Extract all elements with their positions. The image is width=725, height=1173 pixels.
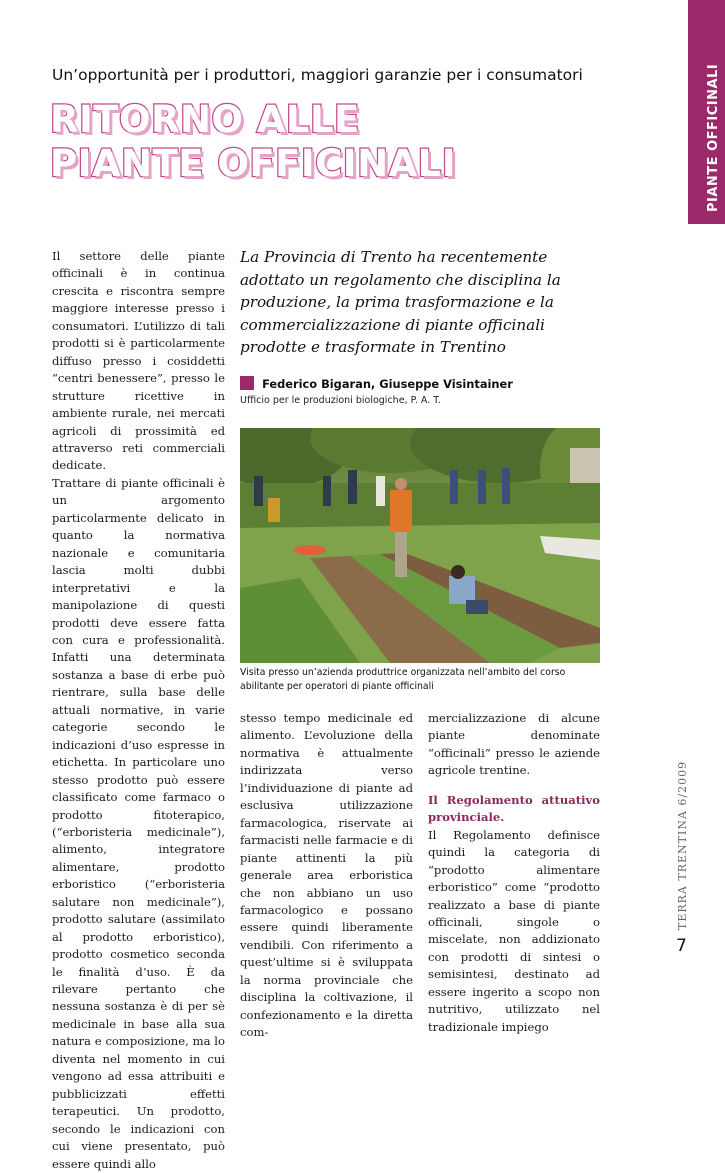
byline-authors: Federico Bigaran, Giuseppe Visintainer xyxy=(262,377,513,391)
body-paragraph: stesso tempo medicinale ed alimento. L’evoluzione della normativa è attualmente indirizzata verso l’individuazione di piante ad esclusiva utilizzazione farmacologica, riservate ai farmacisti nelle farmacie e di piante attinenti la più generale area erboristica che non abbiano un uso farmacologico e possano essere quindi liberamente vendibili. Con riferimento a quest’ultime si è sviluppata la norma provinciale che disciplina la coltivazione, il confezionamento e la diretta com- xyxy=(240,711,413,1040)
body-column-right xyxy=(428,710,600,1036)
article-title-line-2: PIANTE OFFICINALI xyxy=(50,142,457,185)
section-subheading: Il Regolamento attuativo provinciale. xyxy=(428,792,600,825)
section-tab-label-wrap xyxy=(688,0,725,224)
body-paragraph: Il settore delle piante officinali è in continua crescita e riscontra sempre maggiore interesse presso i consumatori. L’utilizzo di tali prodotti si è particolarmente diffuso presso i cosiddetti “centri benessere”, presso le strutture ricettive in ambiente rurale, nei mercati agricoli di prossimità ed attraverso reti commerciali dedicate. xyxy=(52,249,225,473)
body-column-left xyxy=(52,248,225,1173)
body-paragraph: mercializzazione di alcune piante denominate “officinali” presso le aziende agricole trentine. xyxy=(428,711,600,778)
page-number: 7 xyxy=(676,936,687,956)
article-photo xyxy=(240,428,600,663)
body-paragraph: Il Regolamento definisce quindi la categoria di “prodotto alimentare erboristico” come “prodotto realizzato a base di piante officinali, singole o miscelate, non addizionato con prodotti di sintesi o semisintesi, destinato ad essere ingerito a scopo non nutritivo, utilizzato nel tradizionale impiego xyxy=(428,827,600,1034)
article-lead: La Provincia di Trento ha recentemente adottato un regolamento che disciplina la produzione, la prima trasformazione e la commercializzazione di piante officinali prodotte e trasformate in Trentino xyxy=(240,248,561,356)
magazine-issue: TERRA TRENTINA 6/2009 xyxy=(676,760,689,930)
article-kicker: Un’opportunità per i produttori, maggiori garanzie per i consumatori xyxy=(52,66,583,84)
byline xyxy=(240,373,602,406)
body-paragraph: Trattare di piante officinali è un argomento particolarmente delicato in quanto la normativa nazionale e comunitaria lascia molti dubbi interpretativi e la manipolazione di questi prodotti deve essere fatta con cura e professionalità. Infatti una determinata sostanza a base di erbe può rientrare, sulla base delle attuali normative, in varie categorie secondo le indicazioni d’uso espresse in etichetta. In particolare uno stesso prodotto può essere classificato come farmaco o prodotto fitoterapico, (“erboristeria medicinale”), alimento, integratore alimentare, prodotto erboristico (“erboristeria salutare non medicinale”), prodotto salutare (assimilato al prodotto erboristico), prodotto cosmetico seconda le finalità d’uso. È da rilevare pertanto che nessuna sostanza è di per sè medicinale in base alla sua natura e composizione, ma lo diventa nel momento in cui vengono ad essa attribuiti e pubblicizzati effetti terapeutici. Un prodotto, secondo le indicazioni con cui viene presentato, può essere quindi allo xyxy=(52,475,225,1171)
section-tab-label: PIANTE OFFICINALI xyxy=(706,63,721,212)
body-column-middle xyxy=(240,710,413,1042)
section-tab xyxy=(688,0,725,224)
byline-affiliation: Ufficio per le produzioni biologiche, P. A. T. xyxy=(240,395,441,406)
article-title-line-1: RITORNO ALLE xyxy=(50,98,360,141)
photo-caption: Visita presso un’azienda produttrice organizzata nell’ambito del corso abilitante per operatori di piante officinali xyxy=(240,667,566,692)
byline-square-icon xyxy=(240,376,254,390)
